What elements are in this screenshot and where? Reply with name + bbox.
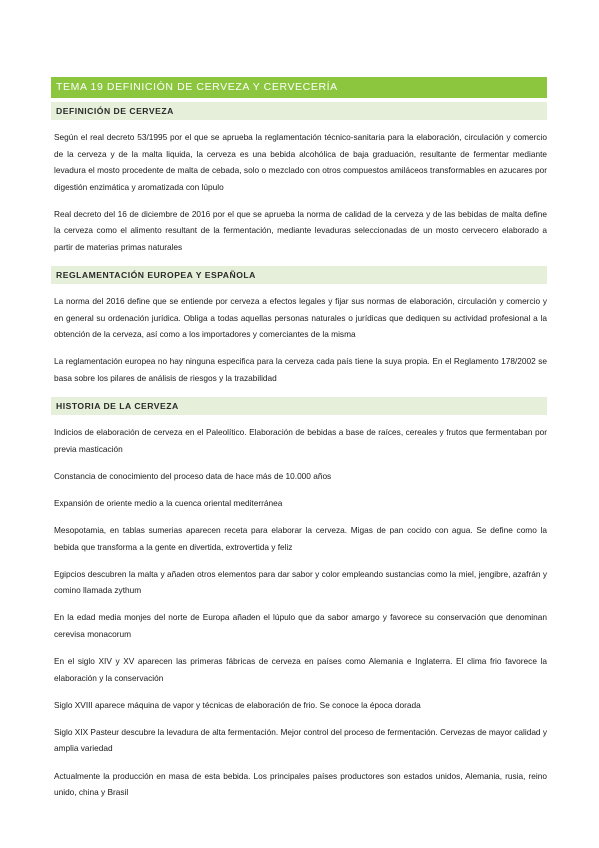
section-heading-definicion: DEFINICIÓN DE CERVEZA [51, 102, 547, 120]
paragraph: Siglo XIX Pasteur descubre la levadura de alta fermentación. Mejor control del proceso de fermentación. Cervezas de mayor calidad y amplia variedad [54, 726, 548, 754]
paragraph: Real decreto del 16 de diciembre de 2016 por el que se aprueba la norma de calidad de la cerveza y de las bebidas de malta define la cerveza como el alimento resultant de la fermentación, mediante levaduras seleccionadas de un mosto cervecero elaborado a partir de materias primas naturales [54, 208, 547, 253]
document-title: TEMA 19 DEFINICIÓN DE CERVEZA Y CERVECERÍA [51, 77, 547, 98]
document-content [51, 77, 547, 811]
paragraph: En la edad media monjes del norte de Europa añaden el lúpulo que da sabor amargo y favorece su conservación que denominan cerevisa monacorum [54, 612, 547, 639]
paragraph: En el siglo XIV y XV aparecen las primeras fábricas de cerveza en países como Alemania e Inglaterra. El clima frio favorece la elaboración y la conservación [54, 656, 547, 683]
paragraph: Siglo XVIII aparece máquina de vapor y técnicas de elaboración de frio. Se conoce la época dorada [54, 699, 421, 710]
paragraph: Constancia de conocimiento del proceso data de hace más de 10.000 años [54, 470, 332, 481]
paragraph: La norma del 2016 define que se entiende por cerveza a efectos legales y fijar sus normas de elaboración, circulación y comercio y en general su ordenación jurídica. Obliga a todas aquellas personas naturales o jurídicas que dediquen su actividad profesional a la obtención de la cerveza, así como a los importadores y comerciantes de la misma [54, 296, 547, 340]
paragraph: Actualmente la producción en masa de esta bebida. Los principales países productores son estados unidos, Alemania, rusia, reino unido, china y Brasil [54, 770, 547, 798]
paragraph: Según el real decreto 53/1995 por el que se aprueba la reglamentación técnico-sanitaria para la elaboración, circulación y comercio de la cerveza y de la malta liquida, la cerveza es una bebida alcohólica de baja graduación, resultante de fermentar mediante levadura el mosto procedente de malta de cebada, solo o mezclado con otros compuestos amiláceos transformables en azucares por digestión enzimática y aromatizada con lúpulo [54, 132, 547, 192]
paragraph: La reglamentación europea no hay ninguna especifica para la cerveza cada país tiene la suya propia. En el Reglamento 178/2002 se basa sobre los pilares de análisis de riesgos y la trazabilidad [54, 356, 547, 384]
paragraph: Egipcios descubren la malta y añaden otros elementos para dar sabor y color empleando sustancias como la miel, jengibre, azafrán y comino llamada zythum [54, 568, 547, 596]
paragraph: Mesopotamia, en tablas sumerias aparecen receta para elaborar la cerveza. Migas de pan cocido con agua. Se define como la bebida que transforma a la gente en divertida, extrovertida y feliz [54, 525, 547, 552]
paragraph: Indicios de elaboración de cerveza en el Paleolítico. Elaboración de bebidas a base de raíces, cereales y frutos que fermentaban por previa masticación [54, 427, 547, 454]
section-heading-reglamentacion: REGLAMENTACIÓN EUROPEA Y ESPAÑOLA [51, 266, 547, 284]
section-heading-historia: HISTORIA DE LA CERVEZA [51, 397, 547, 415]
paragraph: Expansión de oriente medio a la cuenca oriental mediterránea [54, 497, 283, 508]
